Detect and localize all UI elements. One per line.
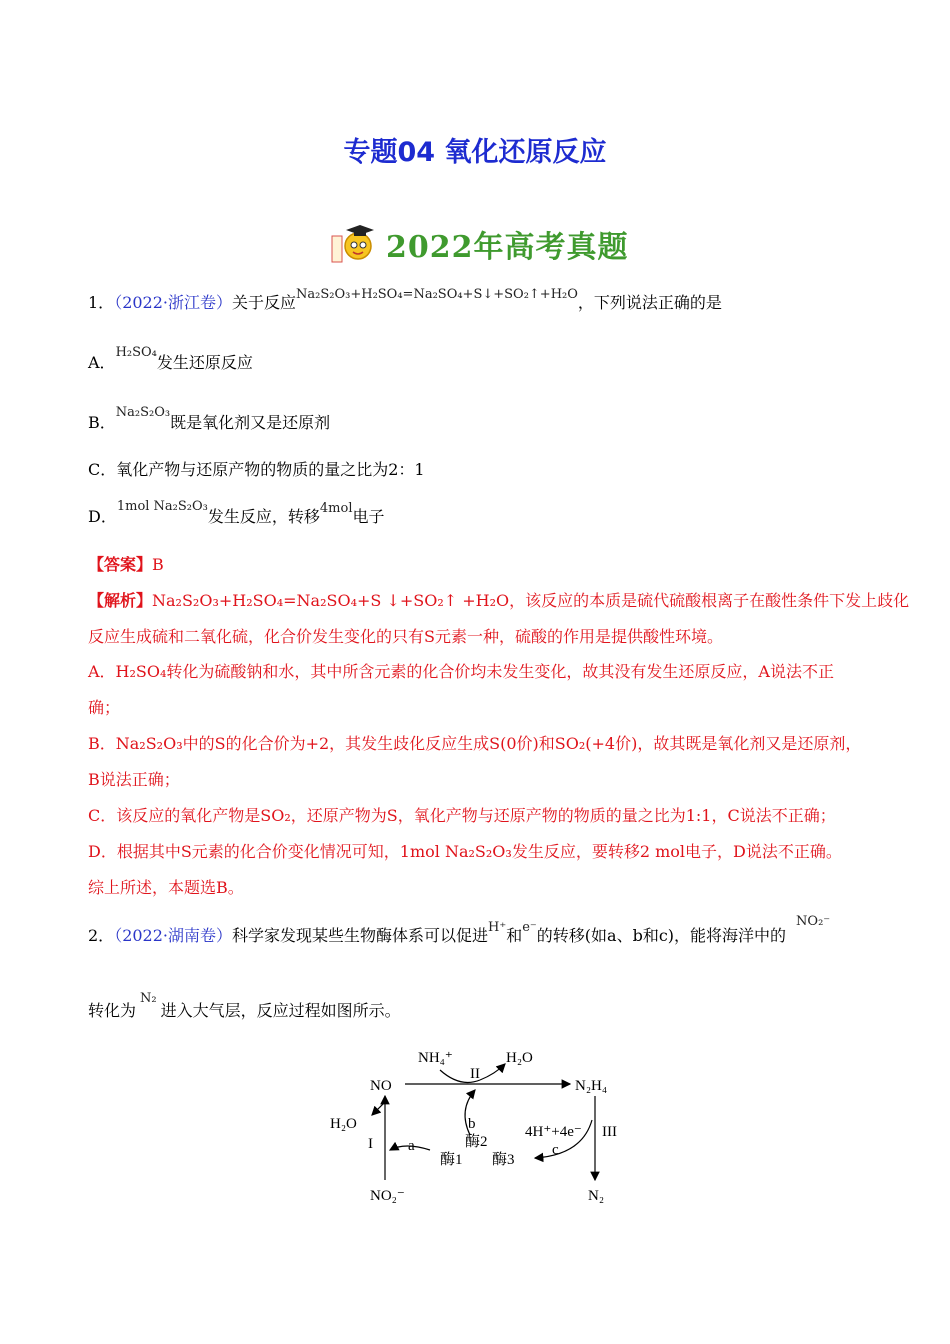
option-b: B．$^{Na_2S_2O_3}$既是氧化剂又是还原剂: [88, 405, 331, 432]
banner-title: 2022年高考真题: [386, 230, 629, 265]
year-banner: [330, 222, 629, 266]
analysis-line-7: C．该反应的氧化产物是SO₂，还原产物为S，氧化产物与还原产物的物质的量之比为1:1，C说法不正确；: [88, 806, 836, 825]
question-number: 2．: [88, 926, 115, 945]
question-2-stem: 2．（2022·湖南卷）科学家发现某些生物酶体系可以促进$^{H^+}$和$^{e^-}$的转移(如a、b和c)，能将海洋中的$^{NO_2^-}$: [88, 914, 831, 945]
label-no2: NO₂⁻: [370, 1188, 405, 1204]
analysis-line-2: 反应生成硫和二氧化硫，化合价发生变化的只有S元素一种，硫酸的作用是提供酸性环境。: [88, 627, 723, 646]
label-step-iii: III: [602, 1124, 617, 1140]
label-enzyme-3: 酶3: [492, 1152, 515, 1168]
label-enzyme-1: 酶1: [440, 1152, 463, 1168]
analysis-line-1: 【解析】Na₂S₂O₃+H₂SO₄=Na₂SO₄+S ↓+SO₂↑ +H₂O，该反应的本质是硫代硫酸根离子在酸性条件下发上歧化: [88, 591, 910, 610]
question-source: （2022·浙江卷）: [114, 293, 232, 312]
label-enzyme-2: 酶2: [465, 1134, 488, 1150]
analysis-line-5: B．Na₂S₂O₃中的S的化合价为+2，其发生歧化反应生成S(0价)和SO₂(+4价)，故其既是氧化剂又是还原剂，: [88, 734, 862, 753]
page-title: 专题04 氧化还原反应: [343, 137, 607, 168]
arrow-h2o-out: [480, 1064, 505, 1080]
analysis-line-8: D．根据其中S元素的化合价变化情况可知，1mol Na₂S₂O₃发生反应，要转移2 mol电子，D说法不正确。: [88, 842, 842, 861]
question-1-stem: 1．（2022·浙江卷）关于反应$^{Na_2S_2O_3+H_2SO_4=Na_2SO_4+S↓+SO_2↑+H_2O}$，下列说法正确的是: [88, 287, 722, 312]
label-step-i: I: [368, 1136, 373, 1152]
analysis-line-4: 确；: [88, 698, 121, 717]
label-h-e: 4H⁺+4e⁻: [525, 1124, 582, 1140]
question-2-line-2: 转化为$^{N_2}$进入大气层，反应过程如图所示。: [88, 991, 401, 1020]
label-n2h4: N₂H₄: [575, 1078, 608, 1094]
label-h2o-top: H₂O: [506, 1050, 533, 1066]
reaction-equation: Na₂S₂O₃+H₂SO₄=Na₂SO₄+S↓+SO₂↑+H₂O: [296, 287, 578, 302]
label-step-ii: II: [470, 1066, 480, 1082]
analysis-line-3: A．H₂SO₄转化为硫酸钠和水，其中所含元素的化合价均未发生变化，故其没有发生还原反应，A说法不正: [88, 662, 834, 681]
label-nh4: NH₄⁺: [418, 1050, 453, 1066]
analysis-line-9: 综上所述，本题选B。: [88, 878, 244, 897]
graduation-mascot-logo: [330, 222, 380, 266]
arrow-no-to-h2o: [372, 1102, 385, 1115]
label-a: a: [408, 1138, 415, 1154]
option-a: A．$^{H_2SO_4}$发生还原反应: [88, 345, 253, 372]
label-b: b: [468, 1116, 476, 1132]
answer-line: 【答案】B: [88, 555, 164, 574]
label-no: NO: [370, 1078, 392, 1094]
label-c: c: [552, 1142, 559, 1158]
nitrogen-cycle-diagram: [320, 1040, 640, 1210]
question-source: （2022·湖南卷）: [114, 926, 232, 945]
label-h2o-left: H₂O: [330, 1116, 357, 1132]
option-d: D．$^{1mol Na_2S_2O_3}$发生反应，转移$^{4mol}$电子: [88, 499, 385, 526]
question-number: 1．: [88, 293, 115, 312]
option-c: C．氧化产物与还原产物的物质的量之比为2：1: [88, 460, 425, 479]
label-n2: N₂: [588, 1188, 605, 1204]
analysis-line-6: B说法正确；: [88, 770, 180, 789]
